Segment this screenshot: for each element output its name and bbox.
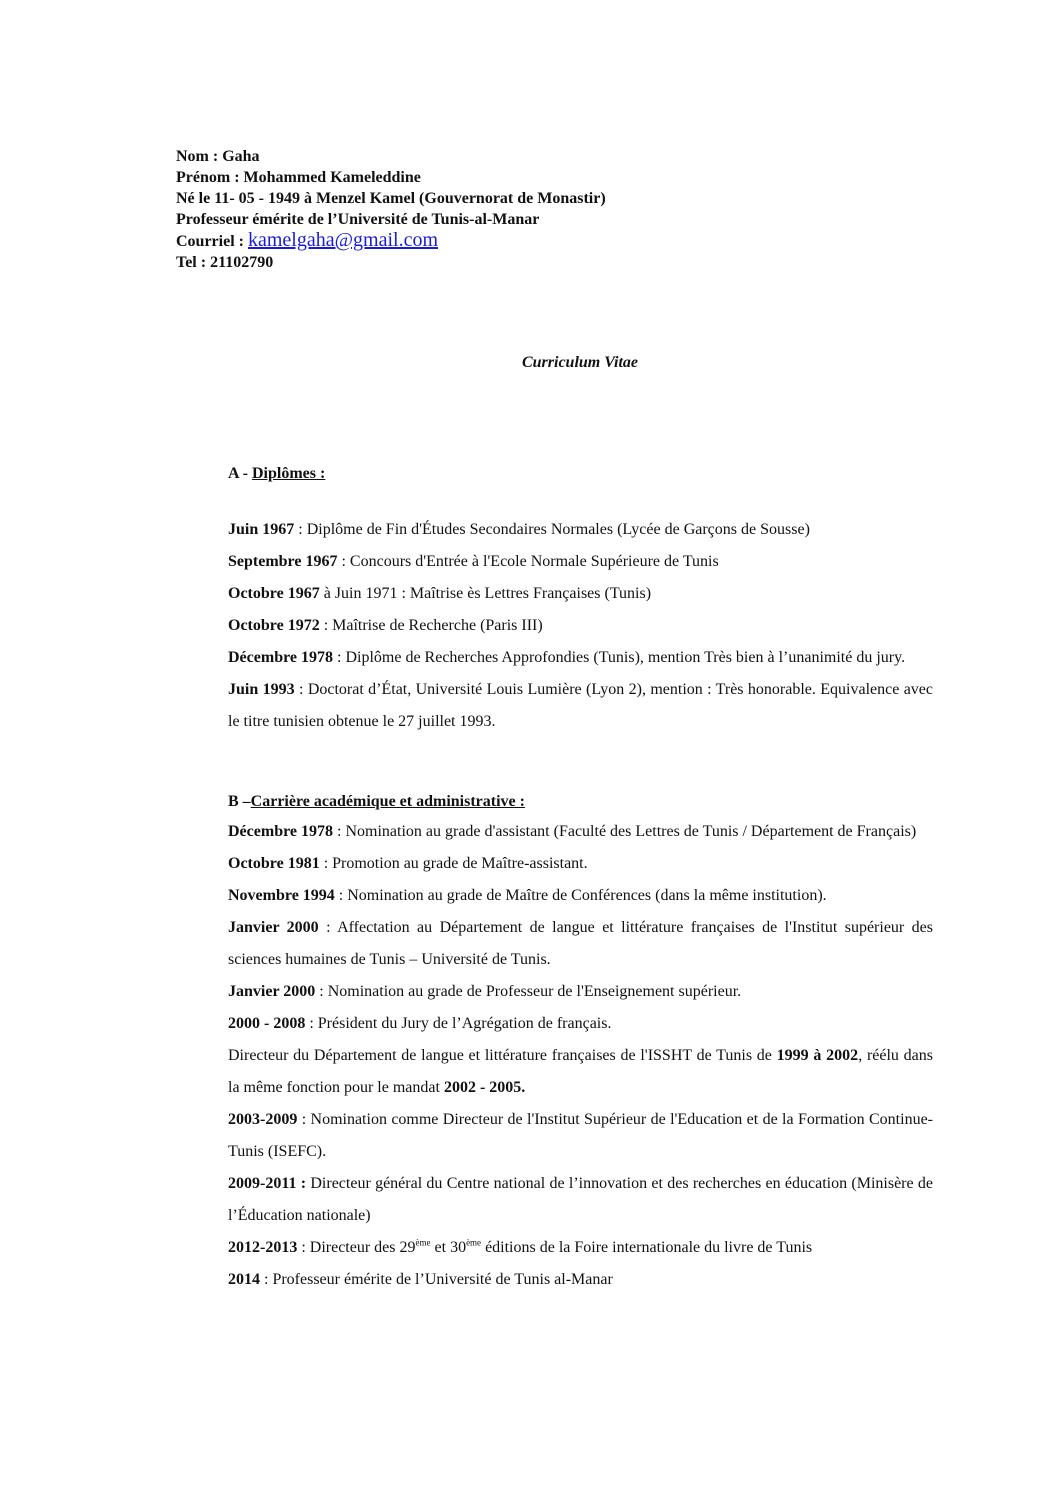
- list-item: [228, 1232, 933, 1264]
- list-item: [228, 912, 933, 976]
- entry-text: : Affectation au Département de langue et littérature françaises de l'Institut supérieur des sciences humaines de Tunis – Université de Tunis.: [228, 919, 934, 968]
- section-carriere: [228, 792, 933, 1296]
- superscript: ème: [415, 1237, 431, 1248]
- entry-text: , réélu dans la même fonction pour le mandat: [228, 1047, 933, 1096]
- entry-date: Octobre 1972: [228, 617, 320, 634]
- identity-header: [176, 146, 776, 273]
- section-diplomes: [228, 464, 933, 738]
- entry-date: Octobre 1981: [228, 855, 320, 872]
- list-item: [228, 610, 933, 642]
- entry-date: 2012-2013: [228, 1239, 298, 1256]
- entry-text: : Promotion au grade de Maître-assistant.: [319, 855, 588, 872]
- entry-date: 2009-2011 :: [228, 1175, 307, 1192]
- list-item: [228, 674, 933, 738]
- phone-line: Tel : 21102790: [176, 254, 274, 271]
- entry-text: Directeur général du Centre national de l’innovation et des recherches en éducation (Minisère de l’Éducation nationale): [228, 1175, 933, 1224]
- prenom-line: Prénom : Mohammed Kameleddine: [176, 169, 421, 186]
- list-item: [228, 578, 933, 610]
- email-line: [176, 230, 776, 252]
- list-item: [228, 546, 933, 578]
- section-heading: [228, 464, 933, 484]
- entry-date: 2003-2009: [228, 1111, 298, 1128]
- section-heading: [228, 792, 933, 812]
- entry-text: : Nomination au grade de Maître de Conférences (dans la même institution).: [334, 887, 827, 904]
- entry-text: : Directeur des 29: [297, 1239, 416, 1256]
- entry-date: Juin 1967: [228, 521, 295, 538]
- superscript: ème: [466, 1237, 482, 1248]
- entry-date: Octobre 1967: [228, 585, 320, 602]
- entry-text: éditions de la Foire internationale du livre de Tunis: [481, 1239, 813, 1256]
- entry-text: : Professeur émérite de l’Université de Tunis al-Manar: [260, 1271, 613, 1288]
- entry-date: Décembre 1978: [228, 823, 333, 840]
- entry-date: 2014: [228, 1271, 260, 1288]
- entry-text: : Nomination comme Directeur de l'Institut Supérieur de l'Education et de la Formation Continue-Tunis (ISEFC).: [228, 1111, 933, 1160]
- entry-text: : Maîtrise de Recherche (Paris III): [319, 617, 543, 634]
- entry-text: : Diplôme de Fin d'Études Secondaires Normales (Lycée de Garçons de Sousse): [294, 521, 810, 538]
- list-item: [228, 514, 933, 546]
- entry-date: Juin 1993: [228, 681, 295, 698]
- list-item: [228, 976, 933, 1008]
- section-title: Carrière académique et administrative :: [250, 793, 525, 810]
- list-item: [228, 1008, 933, 1040]
- entry-date: Novembre 1994: [228, 887, 335, 904]
- entry-date: 2002 - 2005.: [443, 1079, 526, 1096]
- entry-text: à Juin 1971 : Maîtrise ès Lettres Françaises (Tunis): [319, 585, 652, 602]
- birth-line: Né le 11- 05 - 1949 à Menzel Kamel (Gouvernorat de Monastir): [176, 190, 606, 207]
- section-prefix: B –: [228, 793, 251, 810]
- entry-date: Septembre 1967: [228, 553, 338, 570]
- entry-text: : Doctorat d’État, Université Louis Lumière (Lyon 2), mention : Très honorable. Equivalence avec le titre tunisien obtenue le 27 juillet 1993.: [228, 681, 933, 730]
- section-prefix: A -: [228, 465, 252, 482]
- list-item: [228, 816, 933, 848]
- list-item: [228, 1104, 933, 1168]
- entry-date: Janvier 2000: [228, 919, 319, 936]
- entry-text: : Nomination au grade de Professeur de l'Enseignement supérieur.: [315, 983, 742, 1000]
- entry-date: Décembre 1978: [228, 649, 333, 666]
- title-line: Professeur émérite de l’Université de Tunis-al-Manar: [176, 211, 540, 228]
- list-item: [228, 848, 933, 880]
- entry-text: : Concours d'Entrée à l'Ecole Normale Supérieure de Tunis: [337, 553, 719, 570]
- entry-text: : Diplôme de Recherches Approfondies (Tunis), mention Très bien à l’unanimité du jury.: [333, 649, 906, 666]
- nom-line: Nom : Gaha: [176, 148, 260, 165]
- entry-text: et 30: [430, 1239, 467, 1256]
- list-item: [228, 642, 933, 674]
- entry-date: 1999 à 2002: [776, 1047, 859, 1064]
- list-item: [228, 1040, 933, 1104]
- entry-text: : Président du Jury de l’Agrégation de français.: [305, 1015, 612, 1032]
- email-label: Courriel :: [176, 233, 248, 250]
- entry-text: Directeur du Département de langue et littérature françaises de l'ISSHT de Tunis de: [228, 1047, 777, 1064]
- section-title: Diplômes :: [252, 465, 326, 482]
- entry-text: : Nomination au grade d'assistant (Faculté des Lettres de Tunis / Département de Français): [333, 823, 917, 840]
- list-item: [228, 1264, 933, 1296]
- list-item: [228, 1168, 933, 1232]
- email-link[interactable]: kamelgaha@gmail.com: [247, 229, 439, 251]
- entry-date: 2000 - 2008: [228, 1015, 306, 1032]
- list-item: [228, 880, 933, 912]
- entry-date: Janvier 2000: [228, 983, 316, 1000]
- document-title: Curriculum Vitae: [521, 354, 639, 371]
